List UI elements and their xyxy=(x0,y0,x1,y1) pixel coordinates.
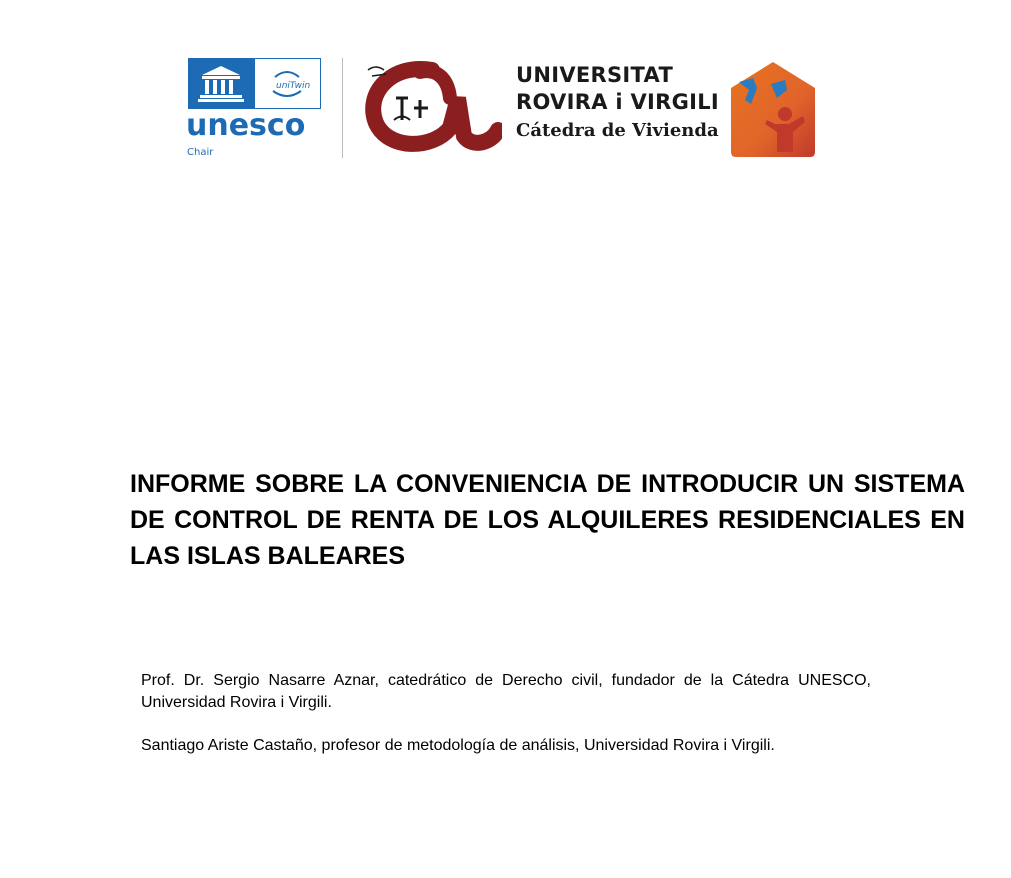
logo-divider xyxy=(342,58,343,158)
logo-header xyxy=(0,0,1011,170)
unesco-logo xyxy=(188,58,321,109)
author-paragraph-2: Santiago Ariste Castaño, profesor de metodología de análisis, Universidad Rovira i Virgili. xyxy=(141,737,775,754)
house-people-icon xyxy=(727,60,819,158)
urv-line-rovira: ROVIRA i VIRGILI xyxy=(516,90,720,114)
unesco-wordmark: unesco xyxy=(186,108,306,143)
urv-line-universitat: UNIVERSITAT xyxy=(516,63,674,87)
unitwin-icon xyxy=(254,58,321,109)
urv-logo-text xyxy=(516,62,719,144)
unesco-chair-label: Chair xyxy=(187,147,214,158)
unesco-temple-icon xyxy=(188,58,254,109)
document-title: INFORME SOBRE LA CONVENIENCIA DE INTRODUCIR UN SISTEMA DE CONTROL DE RENTA DE LOS ALQUILERES RESIDENCIALES EN LAS ISLAS BALEARES xyxy=(130,470,965,570)
author-paragraph-1: Prof. Dr. Sergio Nasarre Aznar, catedrático de Derecho civil, fundador de la Cátedra UNESCO, Universidad Rovira i Virgili. xyxy=(141,672,871,711)
urv-emblem-icon xyxy=(362,58,502,153)
urv-line-catedra: Cátedra de Vivienda xyxy=(516,120,719,141)
svg-text:uniTwin: uniTwin xyxy=(276,81,311,91)
